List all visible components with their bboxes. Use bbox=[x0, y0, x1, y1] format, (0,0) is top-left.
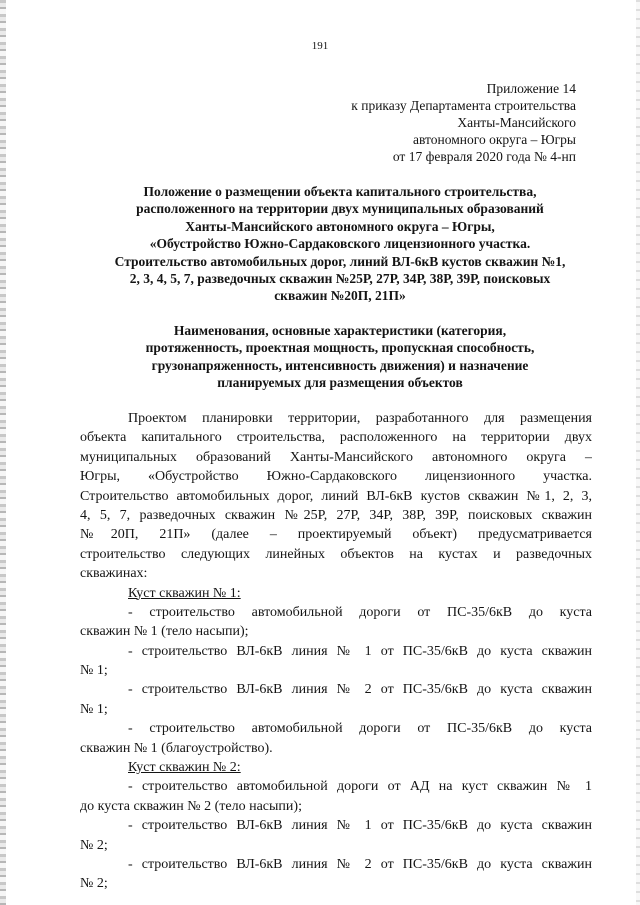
well-cluster-2 bbox=[80, 758, 592, 894]
list-item-line: № 2; bbox=[80, 837, 108, 853]
scan-edge-right bbox=[636, 0, 640, 905]
list-item-line: № 2; bbox=[80, 876, 108, 892]
heading-line: протяженность, проектная мощность, пропускная способность, bbox=[145, 340, 535, 356]
appendix-line: к приказу Департамента строительства bbox=[351, 98, 576, 113]
list-item-line: - строительство ВЛ-6кВ линия № 1 от ПС-35/6кВ до куста скважин bbox=[128, 643, 592, 659]
appendix-line: Приложение 14 bbox=[486, 81, 576, 96]
appendix-line: автономного округа – Югры bbox=[413, 132, 576, 147]
paragraph-line: Проектом планировки территории, разработанного для размещения bbox=[128, 411, 592, 426]
body-text bbox=[80, 409, 592, 894]
appendix-line: от 17 февраля 2020 года № 4-нп bbox=[392, 149, 576, 164]
paragraph-line: строительство следующих линейных объектов на кустах и разведочных bbox=[80, 546, 592, 562]
title-line: 2, 3, 4, 5, 7, разведочных скважин №25Р, 27Р, 34Р, 38Р, 39Р, поисковых bbox=[129, 271, 551, 287]
paragraph-line: Строительство автомобильных дорог, линий ВЛ-6кВ кустов скважин №1, 2, 3, bbox=[80, 488, 592, 504]
intro-paragraph bbox=[80, 409, 592, 584]
list-item-line: № 1; bbox=[80, 663, 108, 679]
paragraph-line: Югры, «Обустройство Южно-Сардаковского лицензионного участка. bbox=[80, 469, 592, 485]
list-item-line: № 1; bbox=[80, 701, 108, 717]
title-line: расположенного на территории двух муниципальных образований bbox=[136, 201, 544, 217]
title-line: «Обустройство Южно-Сардаковского лицензионного участка. bbox=[149, 236, 531, 252]
paragraph-line: №20П, 21П» (далее – проектируемый объект) предусматривается bbox=[80, 527, 592, 543]
title-line: Положение о размещении объекта капитального строительства, bbox=[143, 184, 537, 199]
list-item-line: скважин № 1 (тело насыпи); bbox=[80, 624, 249, 640]
heading-line: Наименования, основные характеристики (категория, bbox=[173, 323, 507, 338]
section-heading bbox=[80, 322, 600, 392]
list-item-line: скважин № 1 (благоустройство). bbox=[80, 740, 273, 756]
list-item-line: до куста скважин № 2 (тело насыпи); bbox=[80, 798, 302, 814]
list-item-line: - строительство ВЛ-6кВ линия № 1 от ПС-35/6кВ до куста скважин bbox=[128, 818, 592, 834]
list-item-line: - строительство автомобильной дороги от ПС-35/6кВ до куста bbox=[128, 604, 592, 620]
paragraph-line: объекта капитального строительства, расположенного на территории двух bbox=[80, 430, 592, 446]
title-line: Строительство автомобильных дорог, линий ВЛ-6кВ кустов скважин №1, bbox=[114, 253, 566, 269]
list-item-line: - строительство автомобильной дороги от АД на куст скважин № 1 bbox=[128, 779, 592, 795]
paragraph-line: скважинах: bbox=[80, 566, 148, 582]
heading-line: планируемых для размещения объектов bbox=[217, 375, 463, 391]
document-title bbox=[80, 183, 600, 305]
well-cluster-1 bbox=[80, 584, 592, 759]
page-number: 191 bbox=[311, 40, 329, 52]
list-item-line: - строительство автомобильной дороги от ПС-35/6кВ до куста bbox=[128, 721, 592, 737]
scan-edge-left bbox=[0, 0, 6, 905]
paragraph-line: муниципальных образований Ханты-Мансийского автономного округа – bbox=[80, 449, 592, 465]
appendix-block bbox=[351, 80, 576, 165]
title-line: Ханты-Мансийского автономного округа – Югры, bbox=[185, 218, 495, 234]
list-item-line: - строительство ВЛ-6кВ линия № 2 от ПС-35/6кВ до куста скважин bbox=[128, 682, 592, 698]
cluster-title: Куст скважин № 1: bbox=[128, 585, 241, 601]
list-item-line: - строительство ВЛ-6кВ линия № 2 от ПС-35/6кВ до куста скважин bbox=[128, 856, 592, 872]
title-line: скважин №20П, 21П» bbox=[274, 288, 406, 304]
paragraph-line: 4, 5, 7, разведочных скважин №25Р, 27Р, 34Р, 38Р, 39Р, поисковых скважин bbox=[80, 507, 592, 523]
heading-line: грузонапряженность, интенсивность движения) и назначение bbox=[151, 357, 529, 373]
appendix-line: Ханты-Мансийского bbox=[457, 115, 576, 130]
cluster-title: Куст скважин № 2: bbox=[128, 760, 241, 776]
